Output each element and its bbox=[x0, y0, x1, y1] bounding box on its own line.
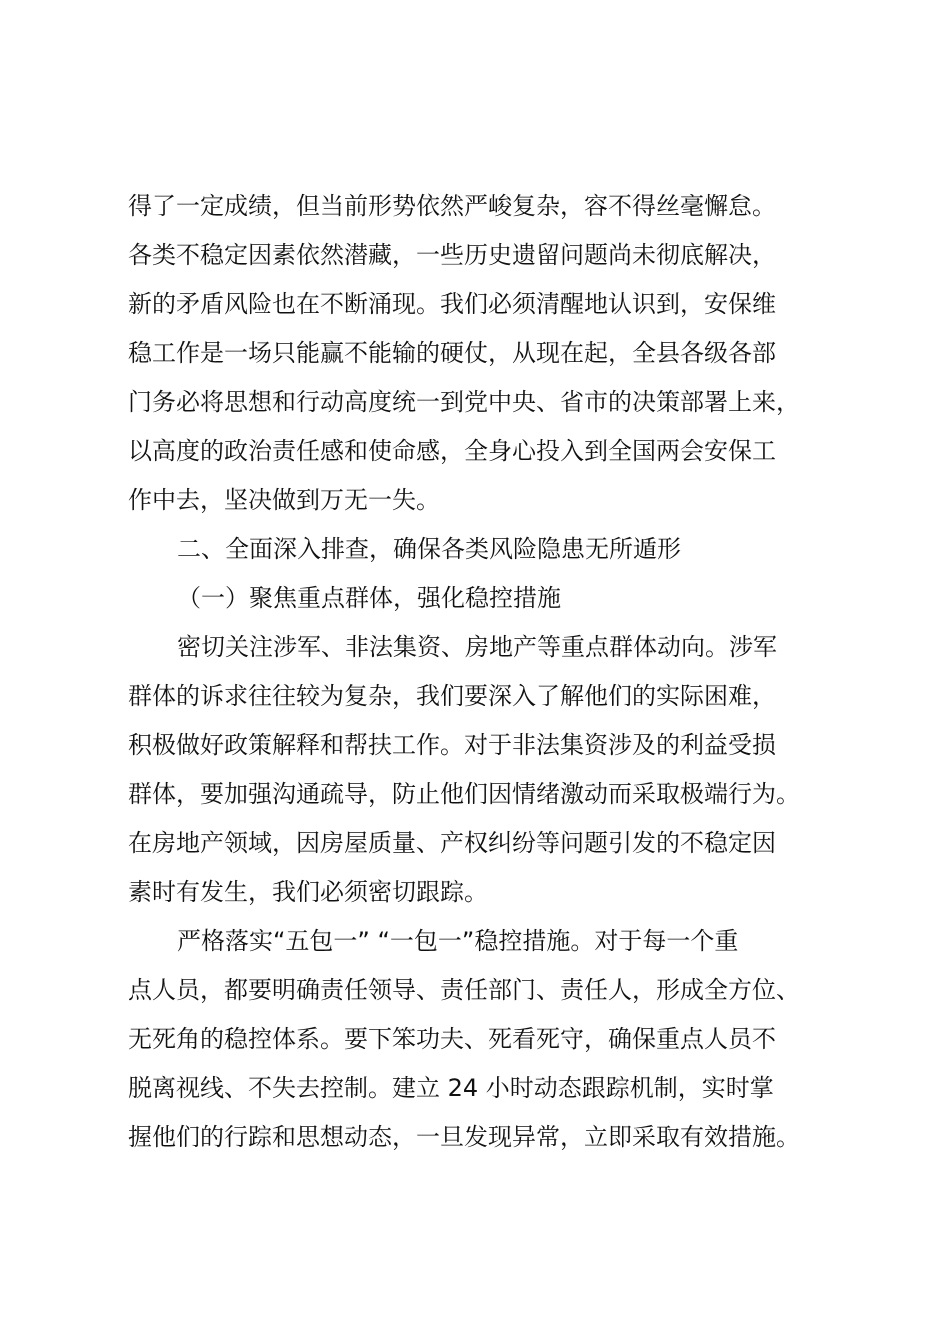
text-line: 严格落实“五包一” “一包一”稳控措施。对于每一个重 bbox=[177, 927, 739, 955]
text-line: 稳工作是一场只能赢不能输的硬仗，从现在起，全县各级各部 bbox=[128, 339, 776, 367]
text-line: 群体，要加强沟通疏导，防止他们因情绪激动而采取极端行为。 bbox=[128, 780, 800, 808]
paragraph-measures bbox=[128, 917, 830, 1162]
text-line: 得了一定成绩，但当前形势依然严峻复杂，容不得丝毫懈怠。 bbox=[128, 192, 776, 220]
text-line: 素时有发生，我们必须密切跟踪。 bbox=[128, 878, 488, 906]
text-line: 握他们的行踪和思想动态，一旦发现异常，立即采取有效措施。 bbox=[128, 1123, 800, 1151]
text-line: 新的矛盾风险也在不断涌现。我们必须清醒地认识到，安保维 bbox=[128, 290, 776, 318]
text-line: 门务必将思想和行动高度统一到党中央、省市的决策部署上来， bbox=[128, 388, 800, 416]
text-line: 群体的诉求往往较为复杂，我们要深入了解他们的实际困难， bbox=[128, 682, 776, 710]
text-line: 作中去，坚决做到万无一失。 bbox=[128, 486, 440, 514]
text-line: 无死角的稳控体系。要下笨功夫、死看死守，确保重点人员不 bbox=[128, 1025, 776, 1053]
text-line: 以高度的政治责任感和使命感，全身心投入到全国两会安保工 bbox=[128, 437, 776, 465]
text-line: 积极做好政策解释和帮扶工作。对于非法集资涉及的利益受损 bbox=[128, 731, 776, 759]
paragraph-groups bbox=[128, 623, 830, 917]
text-line: 点人员，都要明确责任领导、责任部门、责任人，形成全方位、 bbox=[128, 976, 800, 1004]
text-line: 在房地产领域，因房屋质量、产权纠纷等问题引发的不稳定因 bbox=[128, 829, 776, 857]
section-heading: 二、全面深入排查，确保各类风险隐患无所遁形 bbox=[177, 535, 681, 563]
subsection-heading: （一）聚焦重点群体，强化稳控措施 bbox=[177, 584, 561, 612]
text-line: 各类不稳定因素依然潜藏，一些历史遗留问题尚未彻底解决， bbox=[128, 241, 776, 269]
text-line: 密切关注涉军、非法集资、房地产等重点群体动向。涉军 bbox=[177, 633, 777, 661]
paragraph-intro bbox=[128, 182, 830, 525]
document-body bbox=[128, 182, 830, 1162]
text-line: 脱离视线、不失去控制。建立 24 小时动态跟踪机制，实时掌 bbox=[128, 1074, 774, 1102]
